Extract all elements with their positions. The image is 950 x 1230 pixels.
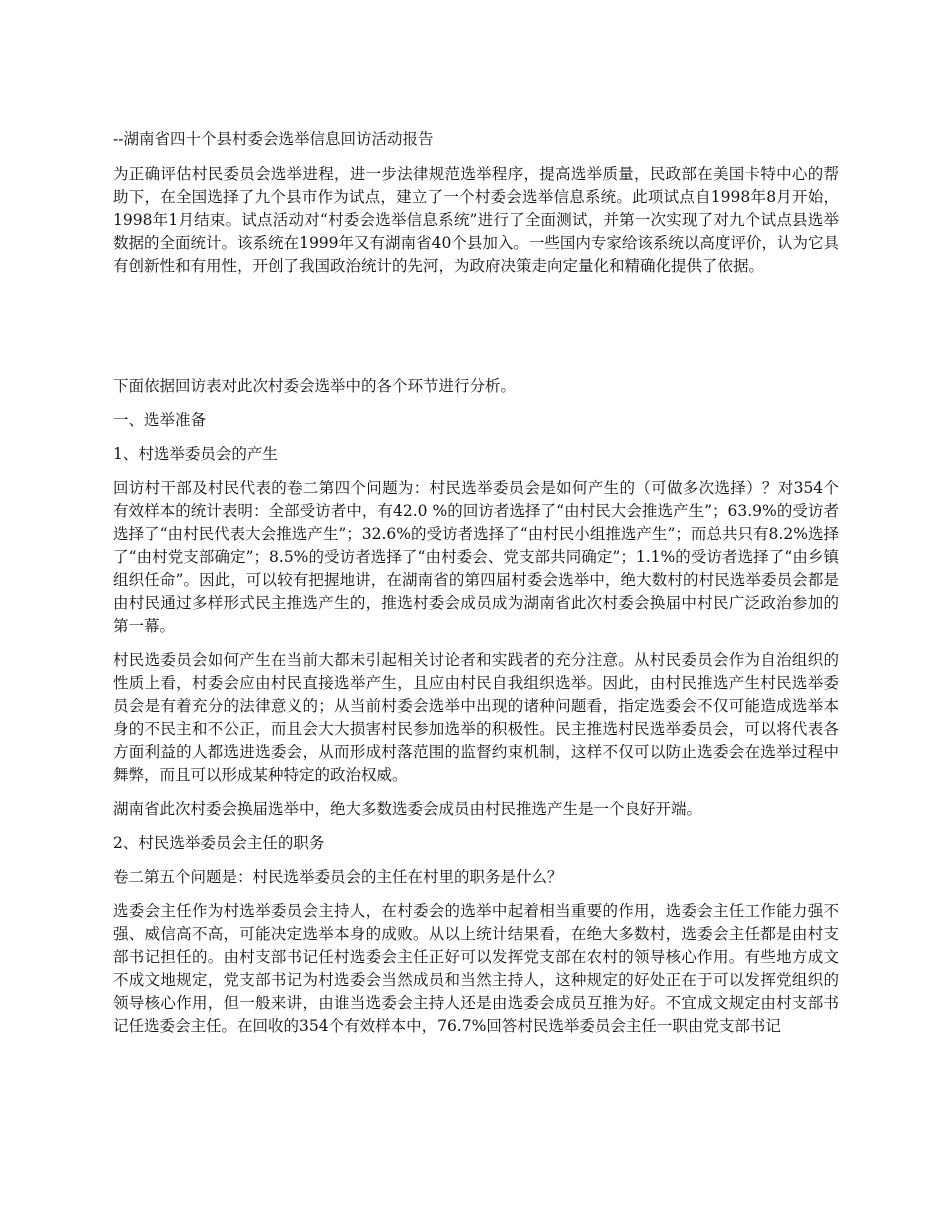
subheading-1-2: 2、村民选举委员会主任的职务 [113, 834, 325, 852]
document-subtitle: --湖南省四十个县村委会选举信息回访活动报告 [113, 130, 434, 148]
body-paragraph-1: 回访村干部及村民代表的卷二第四个问题为：村民选举委员会是如何产生的（可做多次选择）？对354个有效样本的统计表明：全部受访者中，有42.0 %的回访者选择了“由村民大会推选产生”；63.9%的受访者选择了“由村民代表大会推选产生”；32.6%的受访者选择了“由村民小组推选产生”；而总共只有8.2%选择了“由村党支部确定”；8.5%的受访者选择了“由村委会、党支部共同确定”；1.1%的受访者选择了“由乡镇组织任命”。因此，可以较有把握地讲，在湖南省的第四届村委会选举中，绝大数村的村民选举委员会都是由村民通过多样形式民主推选产生的，推选村委会成员成为湖南省此次村委会换届中村民广泛政治参加的第一幕。 [113, 479, 839, 635]
section-heading-1: 一、选举准备 [113, 411, 207, 429]
document-body [113, 128, 839, 1049]
body-paragraph-5: 选委会主任作为村选举委员会主持人，在村委会的选举中起着相当重要的作用，选委会主任工作能力强不强、威信高不高，可能决定选举本身的成败。从以上统计结果看，在绝大多数村，选委会主任都是由村支部书记担任的。由村支部书记任村选委会主任正好可以发挥党支部在农村的领导核心作用。有些地方成文不成文地规定，党支部书记为村选委会当然成员和当然主持人，这种规定的好处正在于可以发挥党组织的领导核心作用，但一般来讲，由谁当选委会主持人还是由选委会成员互推为好。不宜成文规定由村支部书记任选委会主任。在回收的354个有效样本中，76.7%回答村民选举委员会主任一职由党支部书记 [113, 902, 839, 1035]
body-paragraph-4: 卷二第五个问题是：村民选举委员会的主任在村里的职务是什么？ [113, 868, 563, 886]
subheading-1-1: 1、村选举委员会的产生 [113, 445, 278, 463]
body-paragraph-2: 村民选委员会如何产生在当前大都未引起相关讨论者和实践者的充分注意。从村民委员会作为自治组织的性质上看，村委会应由村民直接选举产生，且应由村民自我组织选举。因此，由村民推选产生村民选举委员会是有着充分的法律意义的；从当前村委会选举中出现的诸种问题看，指定选委会不仅可能造成选举本身的不民主和不公正，而且会大大损害村民参加选举的积极性。民主推选村民选举委员会，可以将代表各方面利益的人都选进选委会，从而形成村落范围的监督约束机制，这样不仅可以防止选委会在选举过程中舞弊，而且可以形成某种特定的政治权威。 [113, 651, 839, 784]
intro-paragraph: 为正确评估村民委员会选举进程，进一步法律规范选举程序，提高选举质量，民政部在美国卡特中心的帮助下，在全国选择了九个县市作为试点，建立了一个村委会选举信息系统。此项试点自1998年8月开始，1998年1月结束。试点活动对“村委会选举信息系统”进行了全面测试，并第一次实现了对九个试点县选举数据的全面统计。该系统在1999年又有湖南省40个县加入。一些国内专家给该系统以高度评价，认为它具有创新性和有用性，开创了我国政治统计的先河，为政府决策走向定量化和精确化提供了依据。 [113, 165, 839, 275]
body-paragraph-3: 湖南省此次村委会换届选举中，绝大多数选委会成员由村民推选产生是一个良好开端。 [113, 800, 703, 818]
lead-paragraph: 下面依据回访表对此次村委会选举中的各个环节进行分析。 [113, 377, 517, 395]
blank-space [113, 289, 839, 375]
